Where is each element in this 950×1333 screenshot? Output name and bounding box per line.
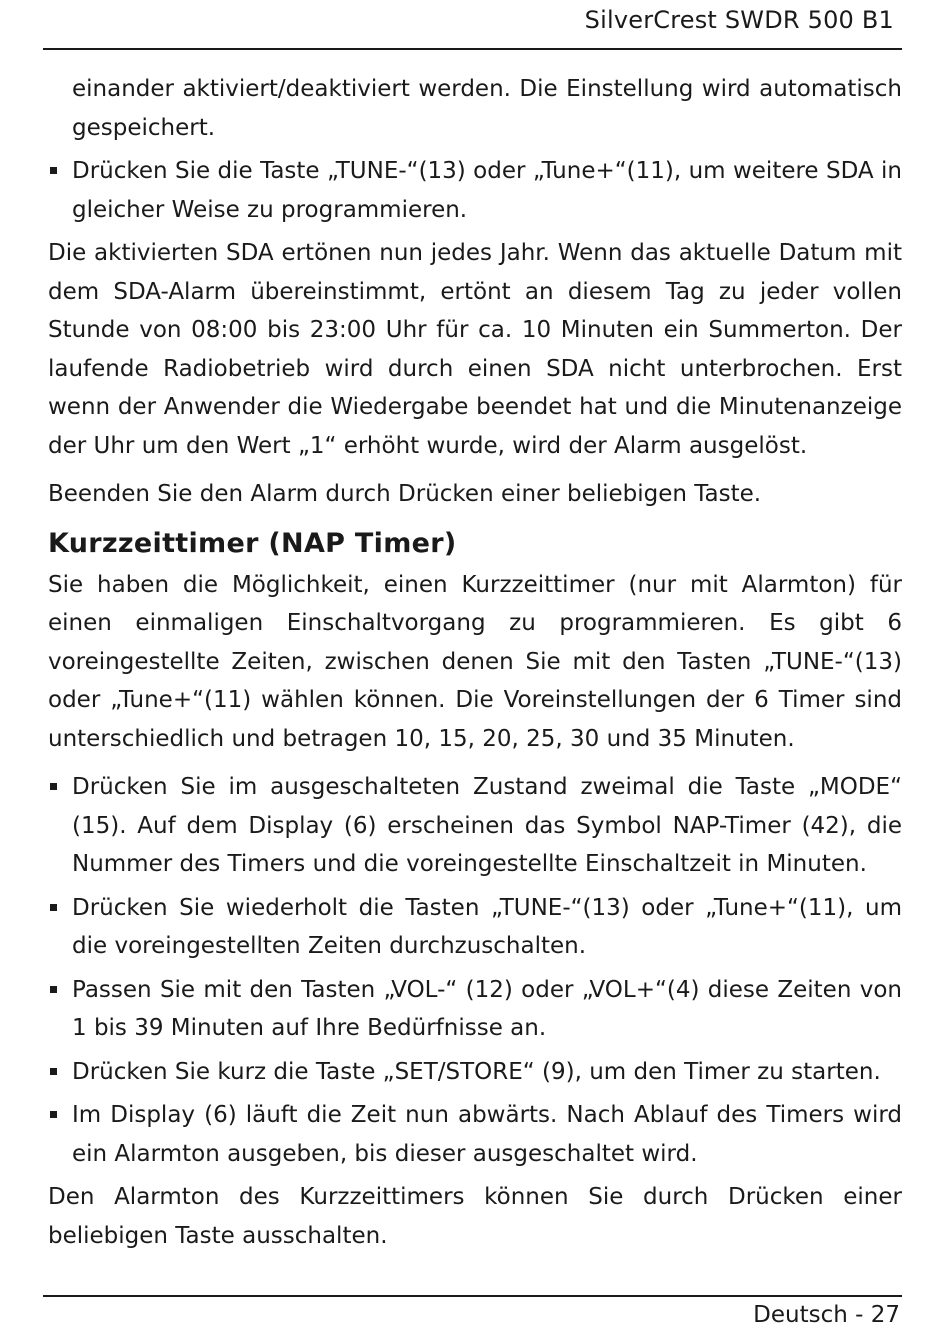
body-paragraph: Sie haben die Möglichkeit, einen Kurzzeittimer (nur mit Alarmton) für einen einmaligen Einschaltvorgang zu programmieren. Es gibt 6 voreingestellte Zeiten, zwischen denen Sie mit den Tasten „TUNE-“(13) oder „Tune+“(11) wählen können. Die Voreinstellungen der 6 Timer sind unterschiedlich und betragen 10, 15, 20, 25, 30 und 35 Minuten. xyxy=(48,571,902,752)
bullet-text: Im Display (6) läuft die Zeit nun abwärts. Nach Ablauf des Timers wird ein Alarmton ausgeben, bis dieser ausgeschaltet wird. xyxy=(72,1102,902,1167)
bullet-marker-icon xyxy=(50,167,57,174)
bullet-text: Passen Sie mit den Tasten „VOL-“ (12) oder „VOL+“(4) diese Zeiten von 1 bis 39 Minuten auf Ihre Bedürfnisse an. xyxy=(72,976,902,1041)
bullet-marker-icon xyxy=(50,904,57,911)
bullet-text: Drücken Sie die Taste „TUNE-“(13) oder „Tune+“(11), um weitere SDA in gleicher Weise zu programmieren. xyxy=(72,158,902,223)
page-number: Deutsch - 27 xyxy=(753,1302,900,1328)
page-header xyxy=(43,0,902,50)
bullet-item xyxy=(48,1053,902,1092)
footer-rule xyxy=(43,1295,902,1297)
bullet-item xyxy=(48,768,902,884)
bullet-marker-icon xyxy=(50,1068,57,1075)
bullet-text: Drücken Sie im ausgeschalteten Zustand zweimal die Taste „MODE“ (15). Auf dem Display (6) erscheinen das Symbol NAP-Timer (42), die Nummer des Timers und die voreingestellte Einschaltzeit in Minuten. xyxy=(72,774,902,877)
header-title: SilverCrest SWDR 500 B1 xyxy=(584,6,894,34)
continued-paragraph: einander aktiviert/deaktiviert werden. Die Einstellung wird automatisch gespeichert. xyxy=(72,76,902,141)
bullet-item xyxy=(48,971,902,1048)
bullet-item xyxy=(48,1096,902,1173)
page-content xyxy=(48,70,902,1265)
bullet-marker-icon xyxy=(50,986,57,993)
bullet-text: Drücken Sie wiederholt die Tasten „TUNE-“(13) oder „Tune+“(11), um die voreingestellten Zeiten durchzuschalten. xyxy=(72,894,902,959)
body-paragraph: Beenden Sie den Alarm durch Drücken einer beliebigen Taste. xyxy=(48,481,762,507)
bullet-marker-icon xyxy=(50,783,57,790)
section-heading: Kurzzeittimer (NAP Timer) xyxy=(48,527,457,559)
bullet-text: Drücken Sie kurz die Taste „SET/STORE“ (9), um den Timer zu starten. xyxy=(72,1058,881,1085)
bullet-item xyxy=(48,889,902,966)
body-paragraph: Den Alarmton des Kurzzeittimers können Sie durch Drücken einer beliebigen Taste ausschalten. xyxy=(48,1184,902,1249)
bullet-item xyxy=(48,152,902,229)
body-paragraph: Die aktivierten SDA ertönen nun jedes Jahr. Wenn das aktuelle Datum mit dem SDA-Alarm übereinstimmt, ertönt an diesem Tag zu jeder vollen Stunde von 08:00 bis 23:00 Uhr für ca. 10 Minuten ein Summerton. Der laufende Radiobetrieb wird durch einen SDA nicht unterbrochen. Erst wenn der Anwender die Wiedergabe beendet hat und die Minutenanzeige der Uhr um den Wert „1“ erhöht wurde, wird der Alarm ausgelöst. xyxy=(48,240,902,459)
bullet-marker-icon xyxy=(50,1111,57,1118)
